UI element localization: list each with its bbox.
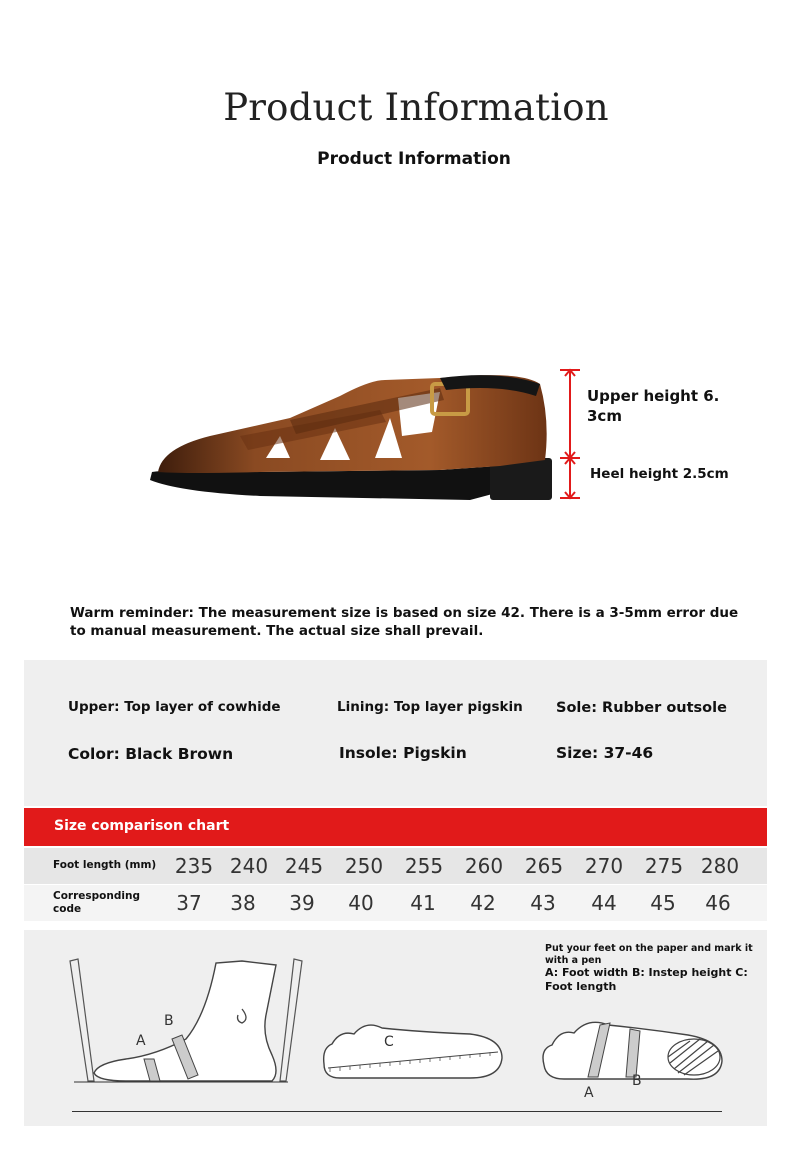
- foot-length-row: [24, 848, 767, 884]
- spec-lining: Lining: Top layer pigskin: [337, 699, 523, 715]
- code-cell: 43: [530, 891, 556, 915]
- code-cell: 39: [289, 891, 315, 915]
- foot-length-cell: 260: [464, 854, 504, 878]
- foot-length-cell: 245: [284, 854, 324, 878]
- fig3-b-letter: B: [632, 1073, 642, 1089]
- code-cell: 38: [230, 891, 256, 915]
- foot-sole-length-figure: [320, 1012, 506, 1082]
- spec-panel: [24, 660, 767, 806]
- code-cell: 41: [410, 891, 436, 915]
- code-cell: 37: [176, 891, 202, 915]
- size-chart-header: [24, 808, 767, 846]
- foot-length-cell: 235: [174, 854, 214, 878]
- code-cell: 40: [348, 891, 374, 915]
- size-chart-title: Size comparison chart: [54, 818, 230, 834]
- height-measure-marks: [555, 360, 595, 510]
- product-image: [140, 340, 560, 530]
- spec-color: Color: Black Brown: [68, 745, 234, 763]
- fig1-a-letter: A: [136, 1033, 146, 1049]
- code-row: [24, 885, 767, 921]
- foot-length-cell: 270: [584, 854, 624, 878]
- divider: [72, 1111, 722, 1112]
- foot-length-cell: 250: [344, 854, 384, 878]
- foot-length-cell: 240: [229, 854, 269, 878]
- heel-height-label: Heel height 2.5cm: [590, 466, 729, 482]
- upper-height-label: Upper height 6. 3cm: [587, 387, 720, 425]
- fig1-b-letter: B: [164, 1013, 174, 1029]
- page-subtitle: Product Information: [317, 149, 511, 169]
- page-title: Product Information: [223, 86, 609, 129]
- warm-reminder: Warm reminder: The measurement size is based on size 42. There is a 3-5mm error due to manual measurement. The actual size shall prevail.: [70, 605, 739, 639]
- fig3-a-letter: A: [584, 1085, 594, 1101]
- foot-side-figure: [66, 955, 306, 1090]
- foot-length-cell: 255: [404, 854, 444, 878]
- foot-length-label: Foot length (mm): [53, 859, 157, 871]
- code-label: Corresponding code: [53, 890, 140, 915]
- spec-size: Size: 37-46: [556, 744, 654, 762]
- guide-legend: A: Foot width B: Instep height C: Foot length: [545, 966, 748, 993]
- spec-insole: Insole: Pigskin: [339, 744, 467, 762]
- code-cell: 44: [591, 891, 617, 915]
- foot-length-cell: 280: [700, 854, 740, 878]
- spec-sole: Sole: Rubber outsole: [556, 700, 727, 716]
- guide-instruction: Put your feet on the paper and mark it with a pen: [545, 943, 753, 966]
- code-cell: 45: [650, 891, 676, 915]
- code-cell: 42: [470, 891, 496, 915]
- code-cell: 46: [705, 891, 731, 915]
- fig2-c-letter: C: [384, 1034, 394, 1050]
- foot-sole-width-figure: [538, 1015, 728, 1105]
- foot-length-cell: 275: [644, 854, 684, 878]
- spec-upper: Upper: Top layer of cowhide: [68, 699, 281, 715]
- foot-length-cell: 265: [524, 854, 564, 878]
